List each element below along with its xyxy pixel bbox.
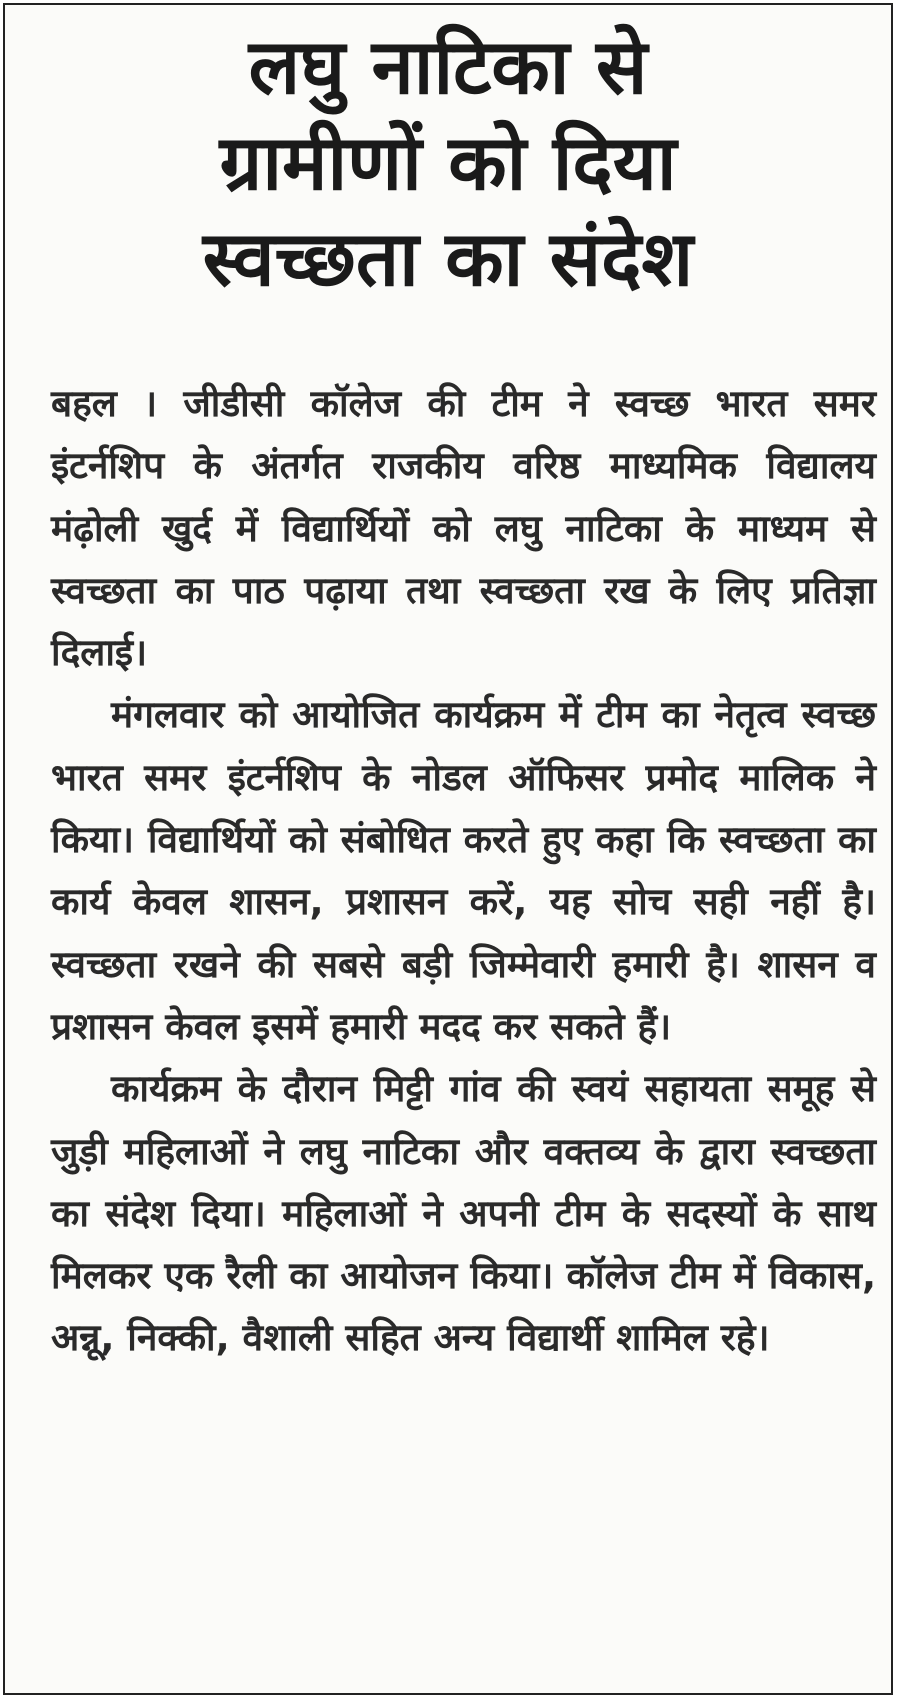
article-body [51, 373, 876, 1370]
article-paragraph-women-rally: कार्यक्रम के दौरान मिट्टी गांव की स्वयं सहायता समूह से जुड़ी महिलाओं ने लघु नाटिका और वक्तव्य के द्वारा स्वच्छता का संदेश दिया। महिलाओं ने अपनी टीम के सदस्यों के साथ मिलकर एक रैली का आयोजन किया। कॉलेज टीम में विकास, अन्नू, निक्की, वैशाली सहित अन्य विद्यार्थी शामिल रहे। [51, 1067, 876, 1360]
headline-line: स्वच्छता का संदेश [202, 214, 694, 303]
article-paragraph-intro: बहल । जीडीसी कॉलेज की टीम ने स्वच्छ भारत समर इंटर्नशिप के अंतर्गत राजकीय वरिष्ठ माध्यमिक विद्यालय मंढ़ोली खुर्द में विद्यार्थियों को लघु नाटिका के माध्यम से स्वच्छता का पाठ पढ़ाया तथा स्वच्छता रख के लिए प्रतिज्ञा दिलाई। [51, 382, 876, 675]
headline [5, 5, 891, 307]
headline-line: ग्रामीणों को दिया [219, 118, 677, 207]
newspaper-clipping [3, 3, 893, 1695]
article-paragraph-event: मंगलवार को आयोजित कार्यक्रम में टीम का नेतृत्व स्वच्छ भारत समर इंटर्नशिप के नोडल ऑफिसर प्रमोद मालिक ने किया। विद्यार्थियों को संबोधित करते हुए कहा कि स्वच्छता का कार्य केवल शासन, प्रशासन करें, यह सोच सही नहीं है। स्वच्छता रखने की सबसे बड़ी जिम्मेवारी हमारी है। शासन व प्रशासन केवल इसमें हमारी मदद कर सकते हैं। [51, 693, 876, 1048]
headline-line: लघु नाटिका से [248, 22, 648, 111]
